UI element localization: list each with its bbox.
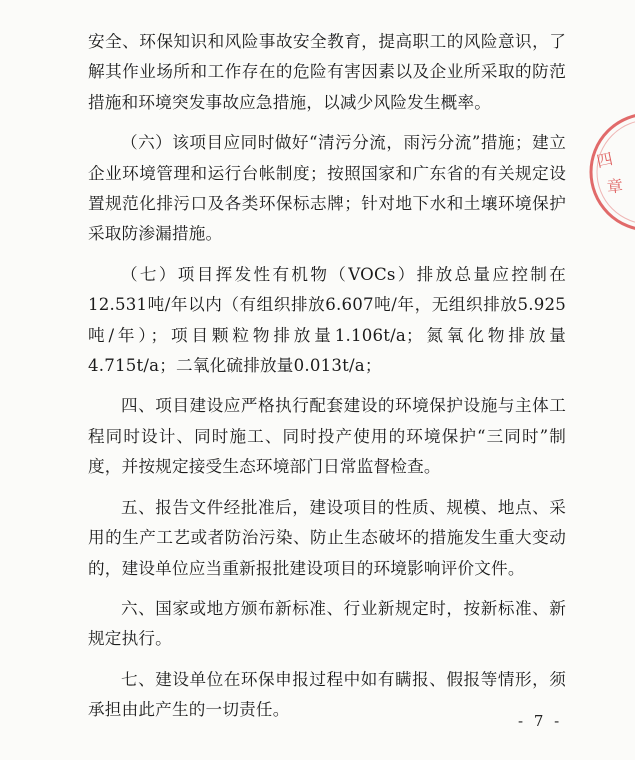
paragraph-continuation: 安全、环保知识和风险事故安全教育，提高职工的风险意识，了解其作业场所和工作存在的危险有害因素以及企业所采取的防范措施和环境突发事故应急措施，以减少风险发生概率。 <box>88 32 566 112</box>
paragraph-item-7: （七）项目挥发性有机物（VOCs）排放总量应控制在12.531吨/年以内（有组织排放6.607吨/年，无组织排放5.925吨/年）；项目颗粒物排放量1.106t/a；氮氧化物排放量4.715t/a；二氧化硫排放量0.013t/a； <box>88 264 566 376</box>
document-body <box>88 27 566 736</box>
paragraph-section-6: 六、国家或地方颁布新标准、行业新规定时，按新标准、新规定执行。 <box>88 598 566 649</box>
svg-text:章: 章 <box>605 176 624 197</box>
seal-stamp-icon <box>583 108 635 238</box>
paragraph-section-7: 七、建设单位在环保申报过程中如有瞒报、假报等情形，须承担由此产生的一切责任。 <box>88 669 566 720</box>
paragraph-item-6: （六）该项目应同时做好“清污分流，雨污分流”措施；建立企业环境管理和运行台帐制度；按照国家和广东省的有关规定设置规范化排污口及各类环保标志牌；针对地下水和土壤环境保护采取防渗漏措施。 <box>88 133 566 244</box>
paragraph-section-5: 五、报告文件经批准后，建设项目的性质、规模、地点、采用的生产工艺或者防治污染、防止生态破坏的措施发生重大变动的，建设单位应当重新报批建设项目的环境影响评价文件。 <box>88 497 566 578</box>
official-seal <box>583 108 635 238</box>
page-number: - 7 - <box>518 712 563 730</box>
svg-text:四: 四 <box>594 149 615 172</box>
paragraph-section-4: 四、项目建设应严格执行配套建设的环境保护设施与主体工程同时设计、同时施工、同时投产使用的环境保护“三同时”制度，并按规定接受生态环境部门日常监督检查。 <box>88 396 566 477</box>
